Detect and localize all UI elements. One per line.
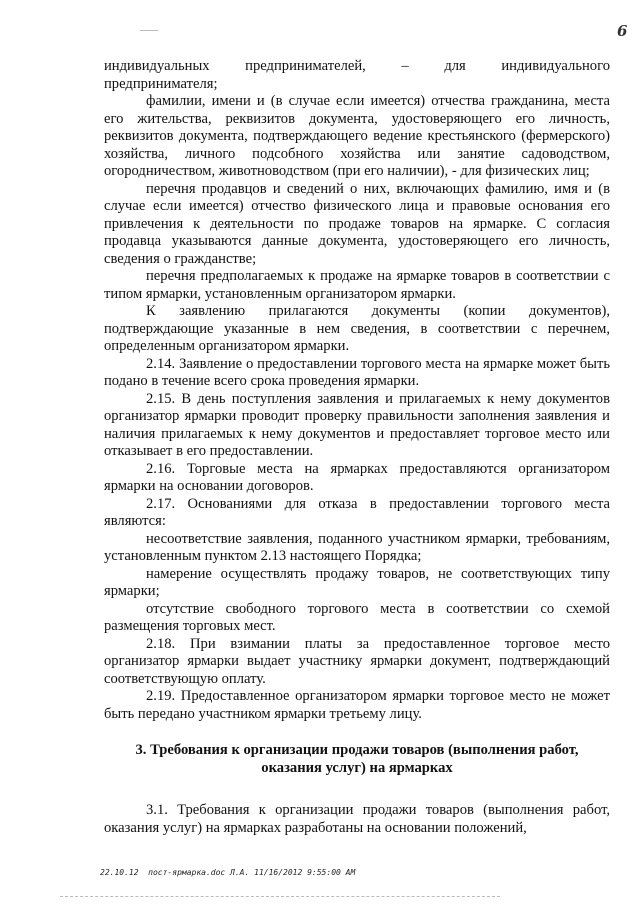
paragraph: предпринимателя; — [104, 75, 218, 92]
paragraph: К заявлению прилагаются документы (копии документов), подтверждающие указанные в нем сведения, в соответствии с перечнем, определенным организатором ярмарки. — [104, 303, 610, 354]
paragraph: 2.18. При взимании платы за предоставленное торговое место организатор ярмарки выдает участнику ярмарки документ, подтверждающий соответствующую оплату. — [104, 635, 610, 687]
paragraph: 2.16. Торговые места на ярмарках предоставляются организатором ярмарки на основании договоров. — [104, 460, 610, 494]
paragraph: 2.17. Основаниями для отказа в предоставлении торгового места являются: — [104, 495, 610, 529]
paragraph: намерение осуществлять продажу товаров, не соответствующих типу ярмарки; — [104, 565, 610, 599]
paragraph: 3.1. Требования к организации продажи товаров (выполнения работ, оказания услуг) на ярмарках разработаны на основании положений, — [104, 802, 610, 836]
paragraph: несоответствие заявления, поданного участником ярмарки, требованиям, установленным пунктом 2.13 настоящего Порядка; — [104, 530, 610, 564]
scan-artifact — [140, 30, 158, 31]
paragraph: отсутствие свободного торгового места в соответствии со схемой размещения торговых мест. — [104, 600, 610, 634]
paragraph: 2.19. Предоставленное организатором ярмарки торговое место не может быть передано участником ярмарки третьему лицу. — [104, 688, 610, 722]
paragraph: перечня продавцов и сведений о них, включающих фамилию, имя и (в случае если имеется) отчество физического лица и правовые основания его привлечения к деятельности по продаже товаров на ярмарке. С согласия продавца указываются данные документа, удостоверяющего его личность, сведения о гражданстве; — [104, 180, 610, 267]
file-footer: 22.10.12 пост-ярмарка.doc Л.А. 11/16/2012 9:55:00 AM — [100, 868, 356, 877]
document-body — [104, 58, 610, 837]
paragraph: перечня предполагаемых к продаже на ярмарке товаров в соответствии с типом ярмарки, установленным организатором ярмарки. — [104, 268, 610, 302]
paragraph: фамилии, имени и (в случае если имеется) отчества гражданина, места его жительства, реквизитов документа, удостоверяющего его личность, реквизитов документа, подтверждающего ведение крестьянского (фермерского) хозяйства, личного подсобного хозяйства или занятие садоводством, огородничеством, животноводством (при его наличии), - для физических лиц; — [104, 93, 610, 179]
section-heading: 3. Требования к организации продажи товаров (выполнения работ, оказания услуг) на ярмарках — [135, 742, 579, 776]
page-number: 6 — [617, 22, 628, 40]
paragraph: 2.14. Заявление о предоставлении торгового места на ярмарке может быть подано в течение всего срока проведения ярмарки. — [104, 355, 610, 389]
paragraph: 2.15. В день поступления заявления и прилагаемых к нему документов организатор ярмарки проводит проверку правильности заполнения заявления и наличия прилагаемых к нему документов и предоставляет торговое место или отказывает в его предоставлении. — [104, 390, 610, 459]
paragraph: индивидуальных предпринимателей, – для индивидуального — [104, 58, 610, 74]
scan-edge-line — [60, 896, 500, 897]
